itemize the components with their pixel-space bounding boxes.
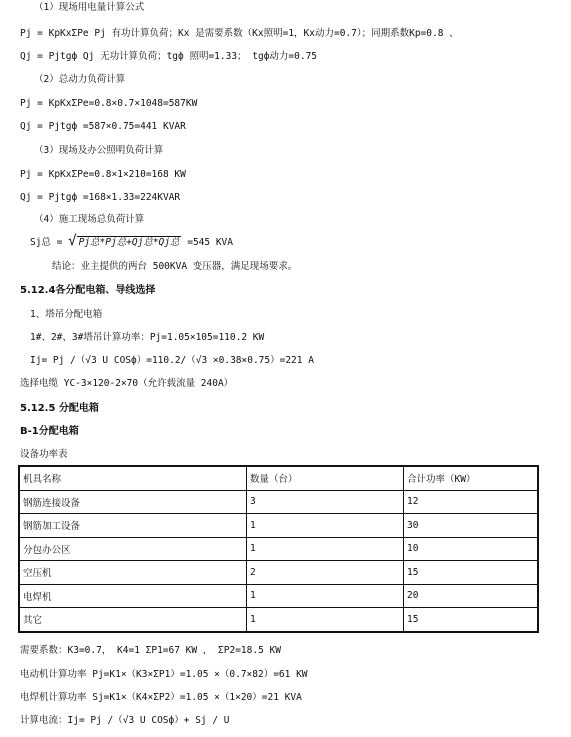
cable-selection: 选择电缆 YC-3×120-2×70（允许载流量 240A） xyxy=(20,378,234,389)
table-cell: 1 xyxy=(247,514,404,538)
section3-title: （3）现场及办公照明负荷计算 xyxy=(34,145,164,156)
table-cell: 12 xyxy=(404,490,539,514)
table-cell: 20 xyxy=(404,584,539,608)
table-cell: 1 xyxy=(247,584,404,608)
formula-radicand: Pj总*Pj总+Qj总*Qj总 xyxy=(78,237,180,248)
table-row xyxy=(19,537,538,561)
table-header-row xyxy=(19,466,538,490)
table-row xyxy=(19,584,538,608)
section1-title: （1）现场用电量计算公式 xyxy=(34,2,145,13)
table-cell: 10 xyxy=(404,537,539,561)
table-cell: 15 xyxy=(404,608,539,632)
formula-line: Pj = KpKxΣPe=0.8×1×210=168 KW xyxy=(20,169,186,180)
current-calc-line: 计算电流：Ij= Pj /（√3 U COSф）+ Sj / U xyxy=(20,715,230,726)
welder-power-line: 电焊机计算功率 Sj=K1×（K4×ΣP2）=1.05 ×（1×20）=21 KVA xyxy=(20,692,302,703)
section2-title: （2）总动力负荷计算 xyxy=(34,74,126,85)
table-row xyxy=(19,514,538,538)
table-cell: 其它 xyxy=(19,608,247,632)
motor-power-line: 电动机计算功率 Pj=K1×（K3×ΣP1）=1.05 ×（0.7×82）=61 KW xyxy=(20,669,308,680)
header-cell: 数量（台） xyxy=(247,466,404,490)
total-load-formula xyxy=(30,235,233,249)
table-cell: 2 xyxy=(247,561,404,585)
table-row xyxy=(19,608,538,632)
table-cell: 30 xyxy=(404,514,539,538)
table-cell: 钢筋连接设备 xyxy=(19,490,247,514)
header-cell: 合计功率（KW） xyxy=(404,466,539,490)
section4-title: （4）施工现场总负荷计算 xyxy=(34,214,145,225)
conclusion: 结论：业主提供的两台 500KVA 变压器，满足现场要求。 xyxy=(52,261,298,272)
equipment-power-table xyxy=(18,465,539,633)
table-cell: 钢筋加工设备 xyxy=(19,514,247,538)
table-cell: 15 xyxy=(404,561,539,585)
tower-crane-current: Ij= Pj /（√3 U COSф）=110.2/（√3 ×0.38×0.75）=221 A xyxy=(30,355,314,366)
formula-line: Qj = Pjtgф =168×1.33=224KVAR xyxy=(20,192,181,203)
table-cell: 1 xyxy=(247,537,404,561)
formula-line: Pj = KpKxΣPe=0.8×0.7×1048=587KW xyxy=(20,98,198,109)
table-cell: 分包办公区 xyxy=(19,537,247,561)
table-row xyxy=(19,490,538,514)
tower-crane-power: 1#、2#、3#塔吊计算功率：Pj=1.05×105=110.2 KW xyxy=(30,332,265,343)
heading-b1: B-1分配电箱 xyxy=(20,426,79,437)
table-cell: 电焊机 xyxy=(19,584,247,608)
formula-prefix: Sj总 = xyxy=(30,237,63,248)
demand-factor-line: 需要系数：K3=0.7， K4=1 ΣP1=67 KW ， ΣP2=18.5 KW xyxy=(20,645,281,656)
table-row xyxy=(19,561,538,585)
heading-5-12-4: 5.12.4各分配电箱、导线选择 xyxy=(20,285,156,296)
header-cell: 机具名称 xyxy=(19,466,247,490)
tower-crane-title: 1、塔吊分配电箱 xyxy=(30,309,103,320)
formula-line: Qj = Pjtgф Qj 无功计算负荷；tgф 照明=1.33； tgф动力=0.75 xyxy=(20,51,318,62)
formula-line: Qj = Pjtgф =587×0.75=441 KVAR xyxy=(20,121,186,132)
table-cell: 3 xyxy=(247,490,404,514)
table-cell: 1 xyxy=(247,608,404,632)
table-cell: 空压机 xyxy=(19,561,247,585)
heading-5-12-5: 5.12.5 分配电箱 xyxy=(20,403,99,414)
formula-result: =545 KVA xyxy=(187,237,233,248)
sqrt-icon: √ xyxy=(68,233,77,249)
table-caption: 设备功率表 xyxy=(20,449,68,460)
formula-line: Pj = KpKxΣPe Pj 有功计算负荷；Kx 是需要系数（Kx照明=1，Kx动力=0.7）；同期系数Kp=0.8 、 xyxy=(20,28,459,39)
